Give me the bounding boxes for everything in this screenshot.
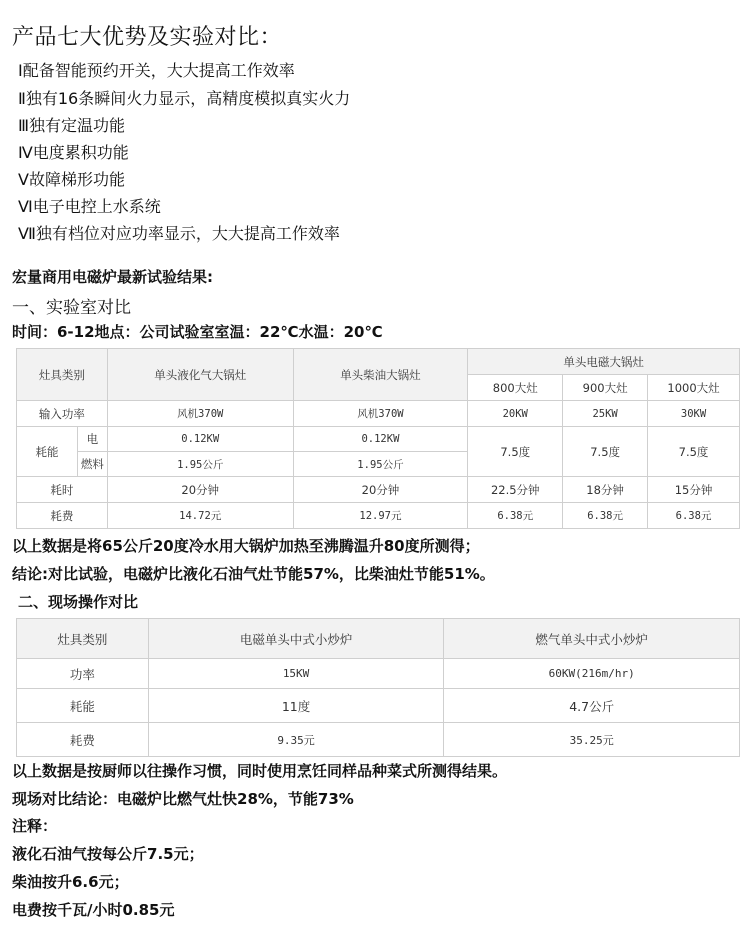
row-label-time: 耗时 (17, 477, 108, 503)
cell: 0.12KW (107, 427, 293, 452)
cell: 0.12KW (293, 427, 468, 452)
cell: 15KW (148, 659, 444, 689)
advantage-item: Ⅱ独有16条瞬间火力显示，高精度模拟真实火力 (18, 89, 351, 108)
table-row (17, 503, 740, 529)
cell: 1.95公斤 (107, 452, 293, 477)
cell: 4.7公斤 (444, 689, 740, 723)
cell: 6.38元 (648, 503, 740, 529)
cell: 20分钟 (293, 477, 468, 503)
header-diesel-stove: 单头柴油大锅灶 (293, 349, 468, 401)
header-stove-type: 灶具类别 (17, 349, 108, 401)
row-label-cost: 耗费 (17, 723, 149, 757)
cell: 35.25元 (444, 723, 740, 757)
row-label-power: 功率 (17, 659, 149, 689)
cell: 20KW (468, 401, 563, 427)
cell: 18分钟 (563, 477, 648, 503)
cell: 22.5分钟 (468, 477, 563, 503)
cell: 1.95公斤 (293, 452, 468, 477)
cell: 15分钟 (648, 477, 740, 503)
cell: 7.5度 (563, 427, 648, 477)
price-lpg: 液化石油气按每公斤7.5元； (12, 845, 204, 863)
note-1: 以上数据是将65公斤20度冷水用大锅炉加热至沸腾温升80度所测得； (12, 537, 480, 555)
row-label-electric: 电 (77, 427, 107, 452)
header-800: 800大灶 (468, 375, 563, 401)
page-title: 产品七大优势及实验对比： (12, 25, 283, 50)
cell: 9.35元 (148, 723, 444, 757)
results-heading: 宏量商用电磁炉最新试验结果: (12, 268, 213, 286)
cell: 60KW(216m/hr) (444, 659, 740, 689)
header-lpg-stove: 单头液化气大锅灶 (107, 349, 293, 401)
table-row (17, 659, 740, 689)
header-900: 900大灶 (563, 375, 648, 401)
cell: 14.72元 (107, 503, 293, 529)
cell: 7.5度 (468, 427, 563, 477)
row-label-energy: 耗能 (17, 689, 149, 723)
row-label-fuel: 燃料 (77, 452, 107, 477)
row-label-power: 输入功率 (17, 401, 108, 427)
header-induction-stove: 单头电磁大锅灶 (468, 349, 740, 375)
advantage-item: Ⅰ配备智能预约开关，大大提高工作效率 (18, 61, 295, 80)
advantage-item: Ⅶ独有档位对应功率显示，大大提高工作效率 (18, 224, 340, 243)
cell: 6.38元 (468, 503, 563, 529)
advantage-item: Ⅴ故障梯形功能 (18, 170, 125, 189)
cell: 7.5度 (648, 427, 740, 477)
conclusion-2: 现场对比结论：电磁炉比燃气灶快28%，节能73% (12, 790, 354, 808)
cell: 11度 (148, 689, 444, 723)
conclusion-1: 结论:对比试验，电磁炉比液化石油气灶节能57%，比柴油灶节能51%。 (12, 565, 495, 583)
header-1000: 1000大灶 (648, 375, 740, 401)
table-row (17, 723, 740, 757)
table-row (17, 689, 740, 723)
cell: 12.97元 (293, 503, 468, 529)
section2-title: 二、现场操作对比 (18, 593, 139, 611)
row-label-energy: 耗能 (17, 427, 78, 477)
cell: 30KW (648, 401, 740, 427)
header-induction-wok: 电磁单头中式小炒炉 (148, 619, 444, 659)
cell: 20分钟 (107, 477, 293, 503)
note-2: 以上数据是按厨师以往操作习惯，同时使用烹饪同样品种菜式所测得结果。 (12, 762, 508, 780)
onsite-comparison-table (16, 618, 740, 757)
section1-title: 一、实验室对比 (12, 298, 131, 318)
table-row (17, 477, 740, 503)
price-electricity: 电费按千瓦/小时0.85元 (12, 901, 175, 919)
notes-label: 注释： (12, 817, 58, 835)
advantage-item: Ⅳ电度累积功能 (18, 143, 129, 162)
advantage-item: Ⅵ电子电控上水系统 (18, 197, 161, 216)
price-diesel: 柴油按升6.6元； (12, 873, 129, 891)
cell: 风机370W (107, 401, 293, 427)
lab-comparison-table (16, 348, 740, 529)
cell: 6.38元 (563, 503, 648, 529)
cell: 风机370W (293, 401, 468, 427)
cell: 25KW (563, 401, 648, 427)
table-row (17, 427, 740, 452)
header-stove-type: 灶具类别 (17, 619, 149, 659)
advantage-item: Ⅲ独有定温功能 (18, 116, 126, 135)
section1-conditions: 时间：6-12地点：公司试验室室温：22℃水温：20℃ (12, 323, 383, 341)
table-row (17, 401, 740, 427)
row-label-cost: 耗费 (17, 503, 108, 529)
header-gas-wok: 燃气单头中式小炒炉 (444, 619, 740, 659)
